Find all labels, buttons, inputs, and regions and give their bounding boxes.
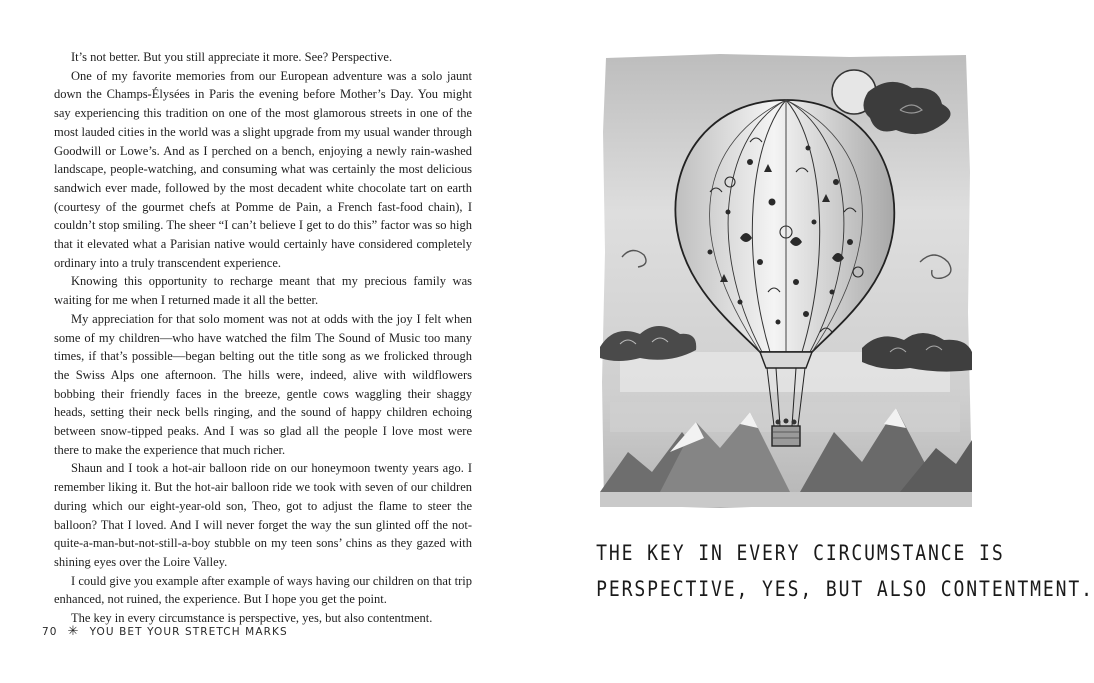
paragraph-1: It’s not better. But you still appreciate it more. See? Perspective. <box>71 50 393 64</box>
pull-quote-line-1: THE KEY IN EVERY CIRCUMSTANCE IS <box>596 541 1005 565</box>
left-page <box>0 0 512 683</box>
paragraph-3: Knowing this opportunity to recharge meant that my precious family was waiting for me when I returned made it all the better. <box>54 274 472 308</box>
paragraph-5: Shaun and I took a hot-air balloon ride on our honeymoon twenty years ago. I remember liking it. But the hot-air balloon ride we took with seven of our children during which our eight-year-old son, Theo, got to adjust the flame to steer the balloon? That I loved. And I will never forget the way the sun glinted off the not-quite-a-man-but-not-still-a-boy stubble on my teen sons’ chins as they gazed with shining eyes over the Loire Valley. <box>54 461 472 569</box>
paragraph-6: I could give you example after example of ways having our children on that trip enhanced, not ruined, the experience. But I hope you get the point. <box>54 573 472 607</box>
hot-air-balloon-illustration <box>600 52 972 510</box>
pull-quote <box>596 535 1094 607</box>
body-text <box>54 48 472 628</box>
page-footer <box>42 624 288 639</box>
paragraph-2: One of my favorite memories from our European adventure was a solo jaunt down the Champs-Élysées in Paris the evening before Mother’s Day. You might say experiencing this tradition on one of the most glamorous streets in one of the most lauded cities in the world was a slight upgrade from my usual wander through Goodwill or Lowe’s. And as I perched on a bench, enjoying a newly rain-washed landscape, people-watching, and consuming what was certainly the most delicious sandwich ever made, followed by the most decadent white chocolate tart on earth (courtesy of the gourmet chefs at Pomme de Pain, a French fast-food chain), I couldn’t stop smiling. The sheer “I can’t believe I get to do this” factor was so high that it elevated what a Parisian native would certainly have considered completely ordinary into a truly transcendent experience. <box>54 68 472 270</box>
paragraph-4: My appreciation for that solo moment was not at odds with the joy I felt when some of my children—who have watched the film The Sound of Music too many times, if that’s possible—began belting out the title song as we frolicked through the Swiss Alps one afternoon. The hills were, indeed, alive with wildflowers bobbing their friendly faces in the breeze, gentle cows waggling their shaggy heads, setting their neck bells ringing, and the sound of happy children echoing between snow-tipped peaks. And I was so glad all the people I love most were there to make the experience that much richer. <box>54 311 472 457</box>
running-title: YOU BET YOUR STRETCH MARKS <box>89 625 288 638</box>
star-icon: ✳ <box>67 624 80 639</box>
balloon-basket <box>772 426 800 446</box>
page-number: 70 <box>42 625 58 638</box>
paragraph-7: The key in every circumstance is perspective, yes, but also contentment. <box>71 611 433 626</box>
pull-quote-line-2: PERSPECTIVE, YES, BUT ALSO CONTENTMENT. <box>596 577 1094 601</box>
